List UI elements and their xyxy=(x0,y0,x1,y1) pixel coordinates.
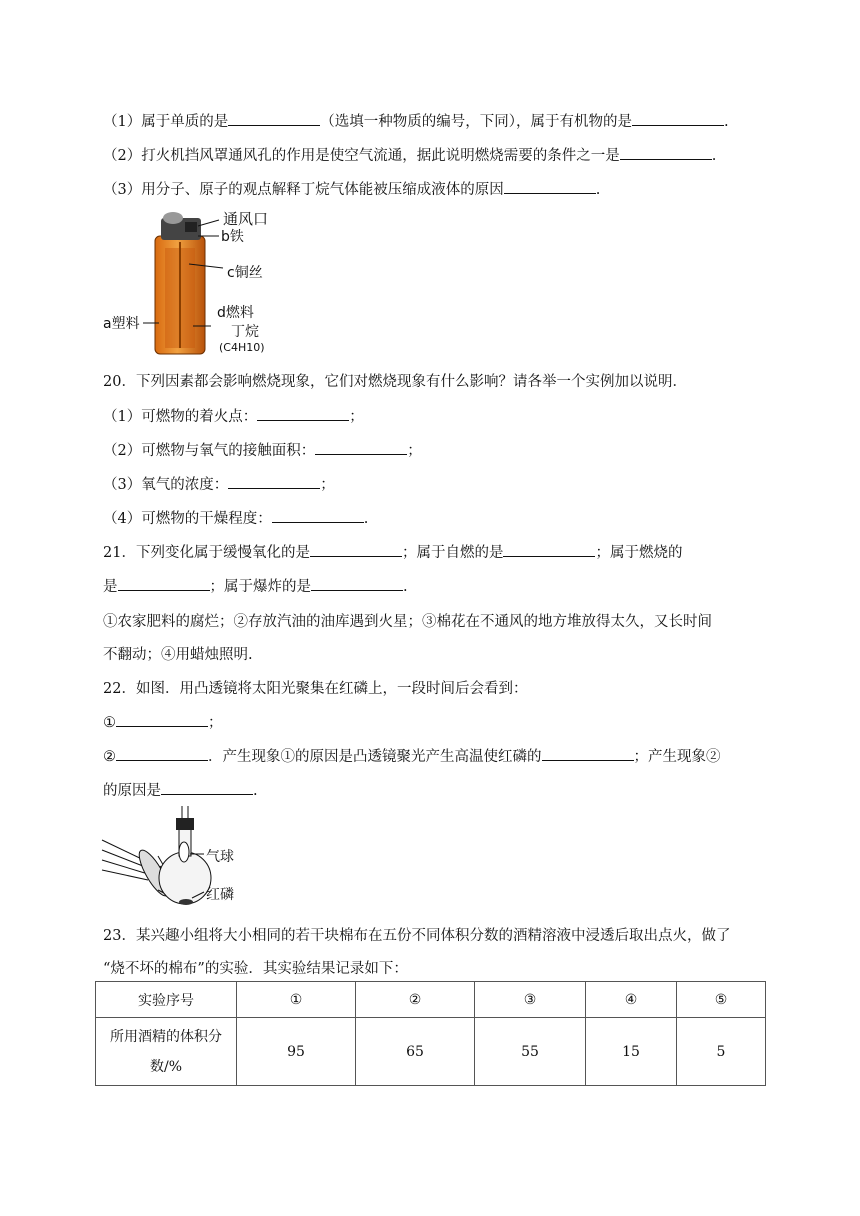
col-5: ⑤ xyxy=(677,982,766,1018)
q19-p2-text: （2）打火机挡风罩通风孔的作用是使空气流通，据此说明燃烧需要的条件之一是 xyxy=(103,148,620,164)
q20-item2: （2）可燃物与氧气的接触面积： ； xyxy=(103,439,422,460)
answer-blank[interactable] xyxy=(116,712,208,727)
q19-p1-text-b: （选填一种物质的编号，下同），属于有机物的是 xyxy=(320,114,632,130)
q19-p1-text-a: （1）属于单质的是 xyxy=(103,114,229,130)
label-formula: (C4H10) xyxy=(219,341,265,354)
row-label: 所用酒精的体积分 数/% xyxy=(96,1018,237,1086)
q23-stem-1: 23．某兴趣小组将大小相同的若干块棉布在五份不同体积分数的酒精溶液中浸透后取出点火，做了 xyxy=(103,928,731,944)
answer-blank[interactable] xyxy=(161,780,253,795)
value-cell: 5 xyxy=(677,1018,766,1086)
col-4: ④ xyxy=(586,982,677,1018)
answer-blank[interactable] xyxy=(504,179,596,194)
answer-blank[interactable] xyxy=(116,746,208,761)
q22-option3: 的原因是 . xyxy=(103,779,258,800)
answer-blank[interactable] xyxy=(257,406,349,421)
label-balloon: 气球 xyxy=(206,849,234,865)
label-copper: c铜丝 xyxy=(227,265,263,281)
table-row xyxy=(96,1018,766,1086)
answer-blank[interactable] xyxy=(315,440,407,455)
q21-options-2: 不翻动；④用蜡烛照明. xyxy=(103,647,253,663)
answer-blank[interactable] xyxy=(310,542,402,557)
q19-part3: （3）用分子、原子的观点解释丁烷气体能被压缩成液体的原因 . xyxy=(103,178,600,199)
label-red-phosphorus: 红磷 xyxy=(206,887,234,903)
table-row xyxy=(96,982,766,1018)
label-butane: 丁烷 xyxy=(231,324,259,340)
answer-blank[interactable] xyxy=(118,576,210,591)
value-cell: 95 xyxy=(237,1018,356,1086)
q19-part1: （1）属于单质的是 （选填一种物质的编号，下同），属于有机物的是 . xyxy=(103,110,729,131)
col-3: ③ xyxy=(475,982,586,1018)
header-label: 实验序号 xyxy=(96,982,237,1018)
q20-stem: 20．下列因素都会影响燃烧现象，它们对燃烧现象有什么影响？请各举一个实例加以说明． xyxy=(103,374,687,390)
q20-item3: （3）氧气的浓度： ； xyxy=(103,473,335,494)
label-vent: 通风口 xyxy=(223,210,269,228)
value-cell: 15 xyxy=(586,1018,677,1086)
col-2: ② xyxy=(356,982,475,1018)
q21-line1: 21．下列变化属于缓慢氧化的是 ；属于自燃的是 ；属于燃烧的 xyxy=(103,541,682,562)
q22-option2: ② ．产生现象①的原因是凸透镜聚光产生高温使红磷的 ；产生现象② xyxy=(103,745,721,766)
q23-stem-2: “烧不坏的棉布”的实验．其实验结果记录如下： xyxy=(103,961,408,977)
lighter-figure xyxy=(103,208,283,360)
answer-blank[interactable] xyxy=(272,508,364,523)
q20-item4: （4）可燃物的干燥程度： . xyxy=(103,507,368,528)
label-iron: b铁 xyxy=(221,229,244,245)
answer-blank[interactable] xyxy=(542,746,634,761)
lens-flask-figure xyxy=(100,800,250,914)
q19-p3-text: （3）用分子、原子的观点解释丁烷气体能被压缩成液体的原因 xyxy=(103,182,504,198)
answer-blank[interactable] xyxy=(620,145,712,160)
q21-line2: 是 ；属于爆炸的是 . xyxy=(103,575,408,596)
answer-blank[interactable] xyxy=(503,542,595,557)
value-cell: 55 xyxy=(475,1018,586,1086)
answer-blank[interactable] xyxy=(311,576,403,591)
answer-blank[interactable] xyxy=(632,111,724,126)
q22-stem: 22．如图．用凸透镜将太阳光聚集在红磷上，一段时间后会看到： xyxy=(103,681,528,697)
value-cell: 65 xyxy=(356,1018,475,1086)
q21-options-1: ①农家肥料的腐烂；②存放汽油的油库遇到火星；③棉花在不通风的地方堆放得太久，又长时间 xyxy=(103,614,712,630)
label-plastic: a塑料 xyxy=(103,316,140,332)
answer-blank[interactable] xyxy=(228,111,320,126)
col-1: ① xyxy=(237,982,356,1018)
q22-option1: ① ； xyxy=(103,711,223,732)
q19-part2: （2）打火机挡风罩通风孔的作用是使空气流通，据此说明燃烧需要的条件之一是 . xyxy=(103,144,716,165)
label-fuel: d燃料 xyxy=(217,305,254,321)
q20-item1: （1）可燃物的着火点： ； xyxy=(103,405,364,426)
answer-blank[interactable] xyxy=(228,474,320,489)
results-table xyxy=(95,981,766,1086)
